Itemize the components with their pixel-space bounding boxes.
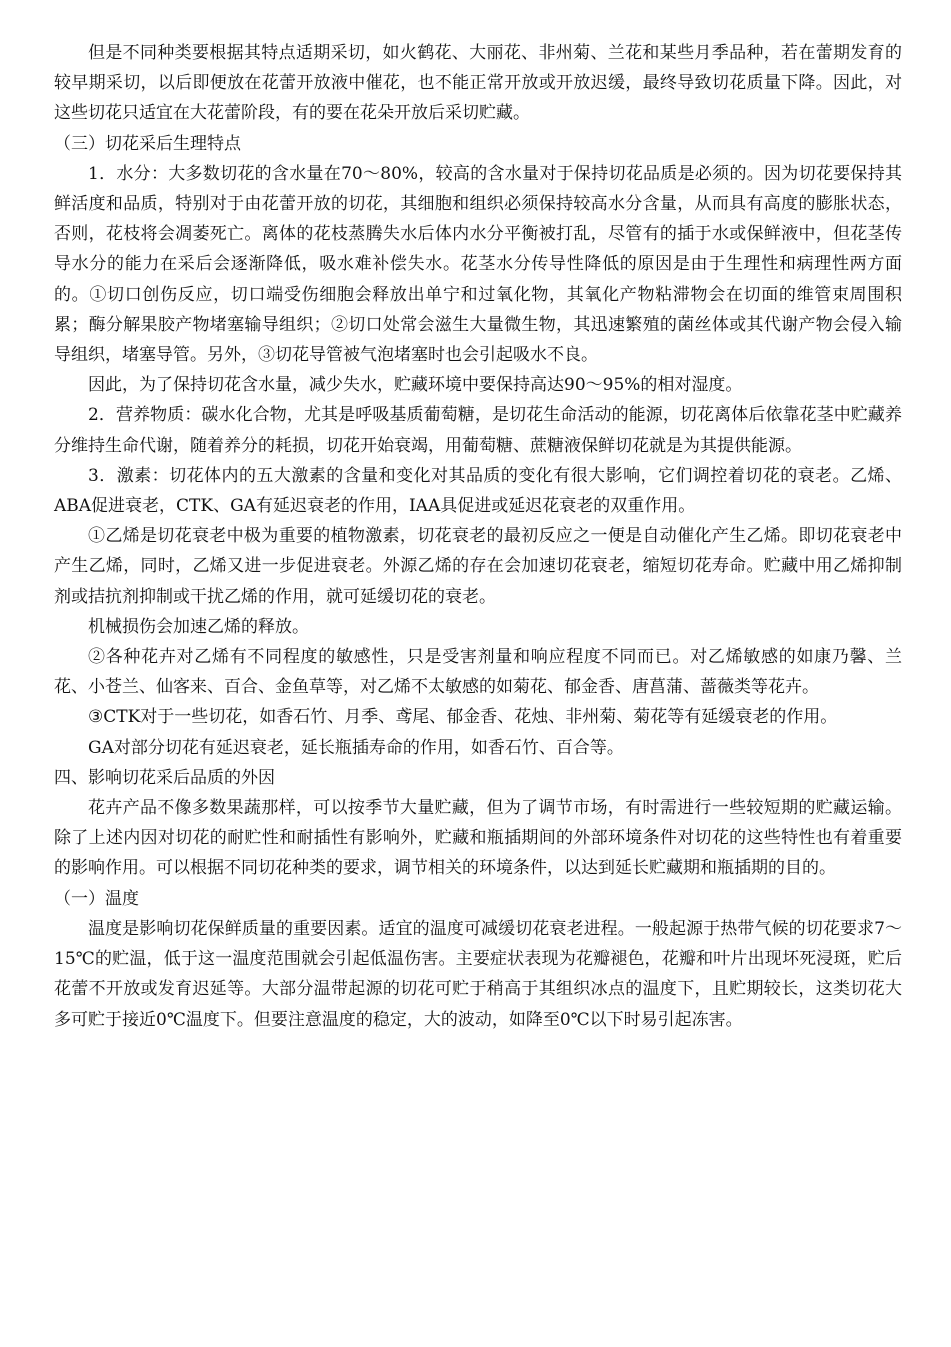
paragraph-storage-transport: 花卉产品不像多数果蔬那样，可以按季节大量贮藏，但为了调节市场，有时需进行一些较短期的贮藏运输。除了上述内因对切花的耐贮性和耐插性有影响外，贮藏和瓶插期间的外部环境条件对切花的这些特性也有着重要的影响作用。可以根据不同切花种类的要求，调节相关的环境条件，以达到延长贮藏期和瓶插期的目的。 xyxy=(54,798,902,879)
paragraph-nutrients: 2．营养物质：碳水化合物，尤其是呼吸基质葡萄糖，是切花生命活动的能源，切花离体后依靠花茎中贮藏养分维持生命代谢，随着养分的耗损，切花开始衰竭，用葡萄糖、蔗糖液保鲜切花就是为其提供能源。 xyxy=(54,405,902,456)
document-page xyxy=(54,38,902,1035)
section-heading-temperature: （一）温度 xyxy=(54,888,139,909)
paragraph-water: 1．水分：大多数切花的含水量在70～80%，较高的含水量对于保持切花品质是必须的。因为切花要保持其鲜活度和品质，特别对于由花蕾开放的切花，其细胞和组织必须保持较高水分含量，从而具有高度的膨胀状态，否则，花枝将会凋萎死亡。离体的花枝蒸腾失水后体内水分平衡被打乱，尽管有的插于水或保鲜液中，但花茎传导水分的能力在采后会逐渐降低，吸水难补偿失水。花茎水分传导性降低的原因是由于生理性和病理性两方面的。①切口创伤反应，切口端受伤细胞会释放出单宁和过氧化物，其氧化产物粘滞物会在切面的维管束周围积累；酶分解果胶产物堵塞输导组织；②切口处常会滋生大量微生物，其迅速繁殖的菌丝体或其代谢产物会侵入输导组织，堵塞导管。另外，③切花导管被气泡堵塞时也会引起吸水不良。 xyxy=(54,163,902,366)
paragraph-ethylene: ①乙烯是切花衰老中极为重要的植物激素，切花衰老的最初反应之一便是自动催化产生乙烯。即切花衰老中产生乙烯，同时，乙烯又进一步促进衰老。外源乙烯的存在会加速切花衰老，缩短切花寿命。贮藏中用乙烯抑制剂或拮抗剂抑制或干扰乙烯的作用，就可延缓切花的衰老。 xyxy=(54,526,902,607)
paragraph-ethylene-sensitivity: ②各种花卉对乙烯有不同程度的敏感性，只是受害剂量和响应程度不同而已。对乙烯敏感的如康乃馨、兰花、小苍兰、仙客来、百合、金鱼草等，对乙烯不太敏感的如菊花、郁金香、唐菖蒲、蔷薇类等花卉。 xyxy=(54,647,902,698)
paragraph-ga: GA对部分切花有延迟衰老，延长瓶插寿命的作用，如香石竹、百合等。 xyxy=(88,737,624,758)
paragraph-ctk: ③CTK对于一些切花，如香石竹、月季、鸢尾、郁金香、花烛、非州菊、菊花等有延缓衰老的作用。 xyxy=(88,707,838,728)
paragraph-humidity: 因此，为了保持切花含水量，减少失水，贮藏环境中要保持高达90～95%的相对湿度。 xyxy=(88,375,743,396)
section-heading-external-factors: 四、影响切花采后品质的外因 xyxy=(54,767,275,788)
section-heading-postharvest-physiology: （三）切花采后生理特点 xyxy=(54,133,241,154)
paragraph-harvest-timing: 但是不同种类要根据其特点适期采切，如火鹤花、大丽花、非州菊、兰花和某些月季品种，若在蕾期发育的较早期采切，以后即便放在花蕾开放液中催花，也不能正常开放或开放迟缓，最终导致切花质量下降。因此，对这些切花只适宜在大花蕾阶段，有的要在花朵开放后采切贮藏。 xyxy=(54,43,902,124)
paragraph-hormones: 3．激素：切花体内的五大激素的含量和变化对其品质的变化有很大影响，它们调控着切花的衰老。乙烯、ABA促进衰老，CTK、GA有延迟衰老的作用，IAA具促进或延迟花衰老的双重作用。 xyxy=(54,465,902,517)
paragraph-temperature: 温度是影响切花保鲜质量的重要因素。适宜的温度可减缓切花衰老进程。一般起源于热带气候的切花要求7～15℃的贮温，低于这一温度范围就会引起低温伤害。主要症状表现为花瓣褪色，花瓣和叶片出现坏死浸斑，贮后花蕾不开放或发育迟延等。大部分温带起源的切花可贮于稍高于其组织冰点的温度下，且贮期较长，这类切花大多可贮于接近0℃温度下。但要注意温度的稳定，大的波动，如降至0℃以下时易引起冻害。 xyxy=(54,918,902,1030)
paragraph-mechanical-damage: 机械损伤会加速乙烯的释放。 xyxy=(88,616,309,637)
